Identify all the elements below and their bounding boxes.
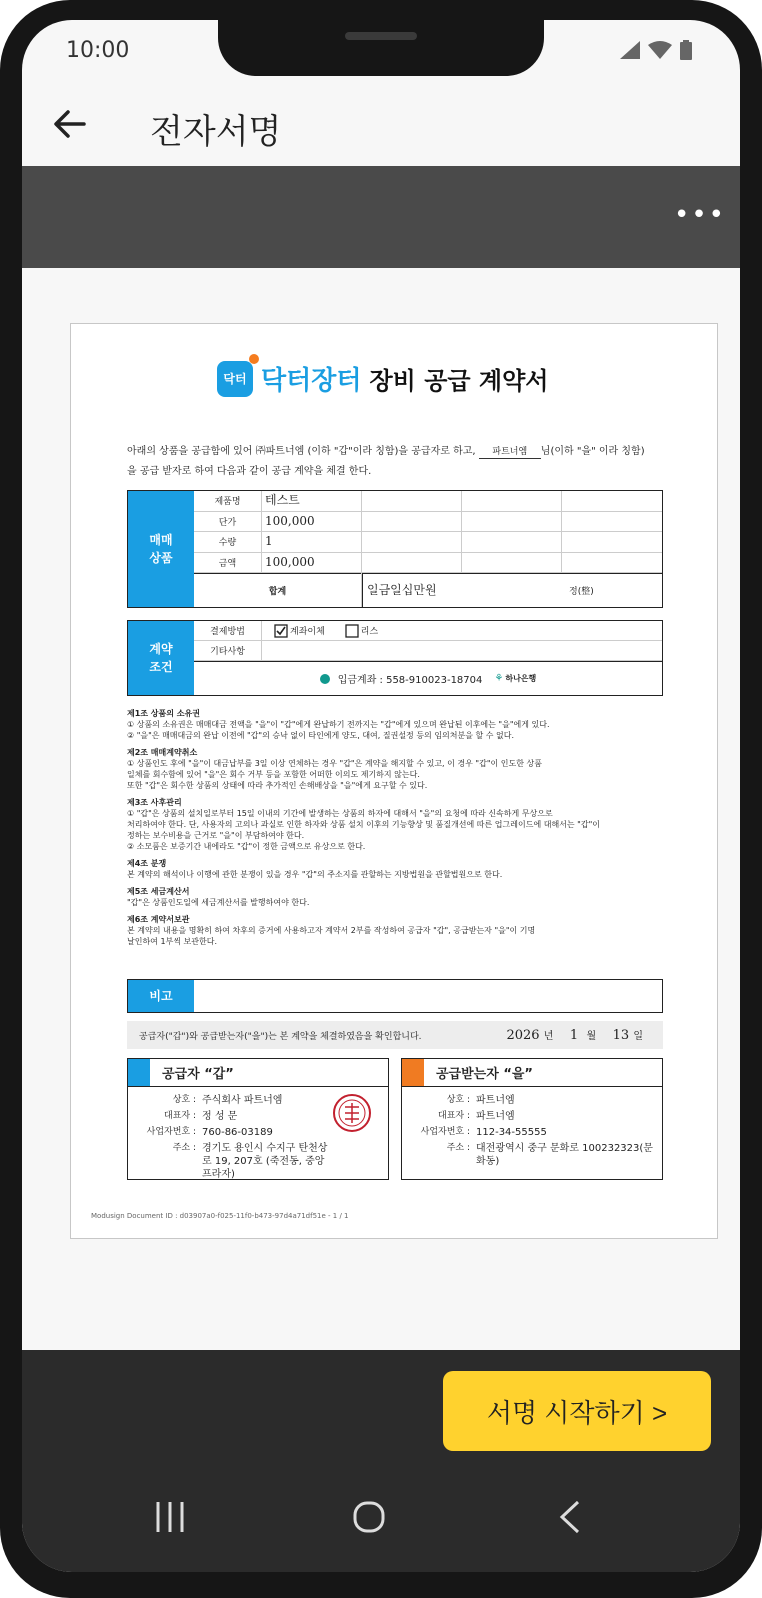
total-suffix: 정(整) (569, 587, 594, 597)
intro-text: 아래의 상품을 공급함에 있어 ㈜파트너엠 (이하 "갑"이라 칭함)을 공급자로 하고, 파트너엠 님(이하 "을" 이라 칭함) 을 공급 받자로 하여 다음과 같이 공급 계약을 체결 한다. (127, 446, 645, 477)
buyer-info-row (402, 1126, 662, 1139)
etc-label: 기타사항 (194, 641, 262, 661)
product-empty-cell (562, 553, 662, 574)
payment-option-lease[interactable]: 리스 (345, 624, 378, 638)
supplier-info-key: 주소 : (172, 1143, 196, 1153)
product-row-value: 테스트 (262, 491, 362, 512)
buyer-info-key: 사업자번호 : (420, 1127, 470, 1137)
supplier-info-value: 경기도 용인시 수지구 탄천상로 19, 207호 (죽전동, 중앙프라자) (202, 1143, 328, 1180)
recent-apps-icon[interactable] (154, 1500, 186, 1534)
clause-line: 정하는 보수비용을 근거로 "을"이 부담하여야 한다. (127, 831, 305, 840)
document-header (217, 360, 548, 397)
signal-icon (620, 41, 640, 59)
buyer-info-key: 주소 : (446, 1143, 470, 1153)
document-viewer[interactable] (22, 268, 740, 1350)
supplier-info-key: 사업자번호 : (146, 1127, 196, 1137)
product-empty-cell (562, 491, 662, 512)
clause-title: 제1조 상품의 소유권 (127, 709, 200, 718)
confirm-line: 공급자("갑")와 공급받는자("을")는 본 계약을 체결하였음을 확인합니다. 2026 년 1 월 13 일 (127, 1021, 663, 1049)
clause-line: 날인하여 1부씩 보관한다. (127, 937, 217, 946)
buyer-info-value: 대전광역시 중구 문화로 100232323(문화동) (476, 1143, 653, 1167)
document-id: Modusign Document ID : d03907a0-f025-11f0-b473-97d4a71df51e - 1 / 1 (91, 1212, 349, 1220)
clause-line: ① "갑"은 상품의 설치일로부터 15일 이내의 기간에 발생하는 상품의 하자에 대해서 "을"의 요청에 따라 신속하게 무상으로 (127, 809, 553, 818)
buyer-box (401, 1058, 663, 1180)
clause-line: 본 계약의 내용을 명확히 하여 차후의 증거에 사용하고자 계약서 2부를 작성하여 공급자 "갑", 공급받는자 "을"이 기명 (127, 926, 536, 935)
product-empty-cell (462, 553, 562, 574)
contract-document (70, 323, 718, 1239)
product-empty-cell (362, 532, 462, 553)
clause-line: 처리하여야 한다. 단, 사용자의 고의나 과실로 인한 하자와 상품 설치 이후의 기능향상 및 품질개선에 따른 업그레이드에 대해서는 "갑"이 (127, 820, 600, 829)
contract-date: 2026 년 1 월 13 일 (506, 1028, 643, 1043)
battery-icon (680, 40, 692, 60)
supplier-info-key: 상호 : (172, 1095, 196, 1105)
clause-title: 제2조 매매계약취소 (127, 748, 198, 757)
page-title: 전자서명 (150, 112, 282, 152)
bottom-action-bar (22, 1350, 740, 1472)
product-table (127, 490, 663, 608)
bank-logo-icon: ⚘ (494, 673, 504, 684)
payment-option-transfer[interactable]: 계좌이체 (274, 624, 325, 638)
clause-title: 제6조 계약서보관 (127, 915, 190, 924)
status-time: 10:00 (66, 38, 130, 63)
camera-notch (218, 20, 544, 76)
buyer-info-value: 파트너엠 (476, 1095, 515, 1106)
buyer-heading: 공급받는자 “을” (436, 1067, 533, 1082)
buyer-info-key: 대표자 : (438, 1111, 470, 1121)
clause-line: ② 소모품은 보증기간 내에라도 "갑"이 정한 금액으로 유상으로 한다. (127, 842, 366, 851)
buyer-name-blank: 파트너엠 (479, 446, 541, 459)
home-icon[interactable] (352, 1500, 386, 1534)
payment-label: 결제방법 (194, 621, 262, 641)
terms-side-label: 계약 조건 (128, 621, 194, 695)
clause (127, 886, 667, 908)
supplier-info-key: 대표자 : (164, 1111, 196, 1121)
product-row-label: 단가 (194, 512, 262, 533)
clause-title: 제4조 분쟁 (127, 859, 167, 868)
document-toolbar (22, 166, 740, 268)
phone-screen (22, 20, 740, 1572)
system-nav-bar (22, 1472, 740, 1572)
brand-name: 닥터장터 (261, 366, 362, 396)
supplier-info-value: 정 성 문 (202, 1111, 238, 1122)
buyer-info-row (402, 1094, 662, 1107)
product-empty-cell (462, 491, 562, 512)
start-signing-button[interactable]: 서명 시작하기 > (443, 1371, 711, 1451)
clause-line: ② "을"은 매매대금의 완납 이전에 "갑"의 승낙 없이 타인에게 양도, 대여, 질권설정 등의 임의처분을 할 수 없다. (127, 731, 515, 740)
supplier-info-row (128, 1142, 388, 1181)
clause-line: 일체를 회수함에 있어 "을"은 회수 거부 등을 포함한 어떠한 이의도 제기하지 않는다. (127, 770, 420, 779)
product-row-value: 1 (262, 532, 362, 553)
product-row-label: 수량 (194, 532, 262, 553)
system-back-icon[interactable] (558, 1500, 582, 1534)
supplier-info-value: 760-86-03189 (202, 1127, 273, 1138)
product-empty-cell (462, 512, 562, 533)
product-empty-cell (462, 532, 562, 553)
supplier-info-value: 주식회사 파트너엠 (202, 1095, 283, 1106)
product-row-label: 제품명 (194, 491, 262, 512)
clause-line: ① 상품인도 후에 "을"이 대금납부를 3일 이상 연체하는 경우 "갑"은 계약을 해지할 수 있고, 이 경우 "갑"이 인도한 상품 (127, 759, 542, 768)
supplier-heading: 공급자 “갑” (162, 1067, 234, 1082)
buyer-info-row (402, 1110, 662, 1123)
clause-line: 또한 "갑"은 회수한 상품의 상태에 따라 추가적인 손해배상을 "을"에게 요구할 수 있다. (127, 781, 428, 790)
clause-title: 제5조 세금계산서 (127, 887, 190, 896)
checkbox-checked-icon (274, 624, 288, 638)
total-label: 합계 (194, 573, 362, 607)
checkbox-unchecked-icon (345, 624, 359, 638)
product-empty-cell (362, 553, 462, 574)
buyer-info-key: 상호 : (446, 1095, 470, 1105)
remarks-label: 비고 (128, 980, 194, 1012)
more-options-icon[interactable]: ••• (673, 200, 726, 230)
product-empty-cell (562, 512, 662, 533)
back-arrow-icon[interactable] (52, 106, 88, 142)
product-row-label: 금액 (194, 553, 262, 574)
clause (127, 914, 667, 947)
account-info: 입금계좌 : 558-910023-18704 ⚘ 하나은행 (194, 661, 662, 695)
status-icons (620, 40, 692, 60)
clause-line: ① 상품의 소유권은 매매대금 전액을 "을"이 "갑"에게 완납하기 전까지는 "갑"에게 있으며 완납된 이후에는 "을"에게 있다. (127, 720, 550, 729)
contract-clauses (127, 708, 667, 953)
clause (127, 797, 667, 852)
company-seal-icon (332, 1093, 372, 1133)
total-value: 일금일십만원 (367, 583, 437, 597)
brand-logo-icon: 닥터 (217, 361, 253, 397)
product-row-value: 100,000 (262, 553, 362, 574)
product-side-label: 매매 상품 (128, 491, 194, 607)
product-empty-cell (362, 491, 462, 512)
product-empty-cell (562, 532, 662, 553)
account-dot-icon (320, 674, 330, 684)
clause (127, 708, 667, 741)
clause (127, 858, 667, 880)
product-empty-cell (362, 512, 462, 533)
supplier-box (127, 1058, 389, 1180)
clause-line: 본 계약의 해석이나 이행에 관한 분쟁이 있을 경우 "갑"의 주소지를 관할하는 지방법원을 관할법원으로 한다. (127, 870, 503, 879)
clause (127, 747, 667, 791)
buyer-info-row (402, 1142, 662, 1168)
wifi-icon (648, 41, 672, 59)
buyer-info-value: 파트너엠 (476, 1111, 515, 1122)
buyer-info-value: 112-34-55555 (476, 1127, 547, 1138)
document-title: 장비 공급 계약서 (369, 367, 549, 395)
terms-table (127, 620, 663, 696)
clause-line: "갑"은 상품인도일에 세금계산서를 발행하여야 한다. (127, 898, 310, 907)
product-row-value: 100,000 (262, 512, 362, 533)
clause-title: 제3조 사후관리 (127, 798, 182, 807)
remarks-box (127, 979, 663, 1013)
